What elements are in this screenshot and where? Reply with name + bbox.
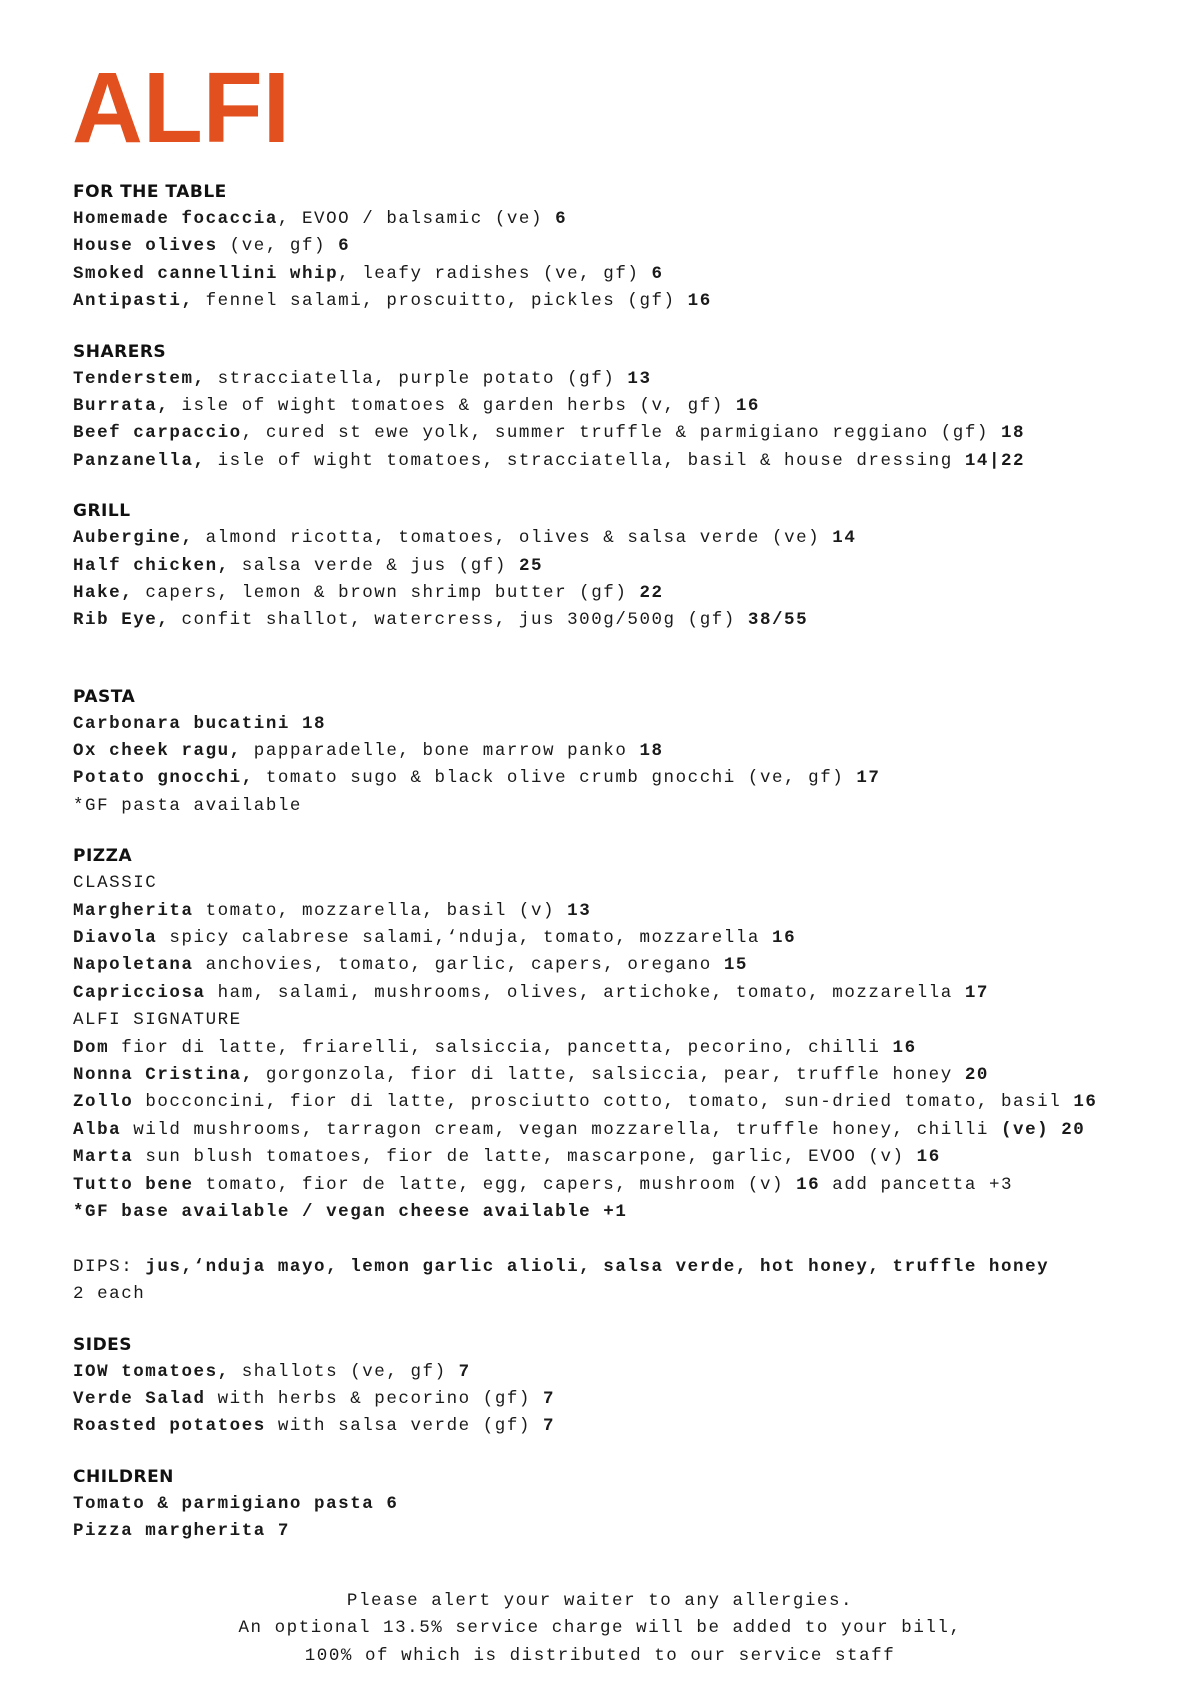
menu-item [73,1359,1173,1386]
item-bold-text: Verde Salad [73,1388,206,1409]
item-text: isle of wight tomatoes, stracciatella, basil & house dressing [205,450,965,471]
item-text: shallots (ve, gf) [229,1361,459,1382]
menu-item [73,1117,1173,1144]
item-bold-text: 16 [687,291,712,312]
item-bold-text: Capricciosa [73,982,206,1003]
footer-line: An optional 13.5% service charge will be added to your bill, [238,1618,962,1639]
menu-item [73,898,1173,925]
menu-section [73,842,1173,1308]
item-text: gorgonzola, fior di latte, salsiccia, pear, truffle honey [253,1064,965,1085]
menu-item [73,1062,1173,1089]
item-bold-text: 15 [723,955,748,976]
item-bold-text: Burrata, [73,395,170,416]
item-bold-text: Panzanella, [73,450,206,471]
item-bold-text: Diavola [73,928,158,949]
menu-item [73,1254,1173,1281]
item-text: almond ricotta, tomatoes, olives & salsa verde (ve) [193,528,833,549]
item-bold-text: 6 [555,209,568,229]
menu-item [73,366,1173,393]
menu-item [73,1007,1173,1034]
item-bold-text: (ve) 20 [1001,1119,1086,1140]
item-bold-text: Pizza margherita 7 [73,1521,290,1542]
item-bold-text: Antipasti, [73,291,194,312]
item-bold-text: House olives [73,236,218,257]
footer-line: Please alert your waiter to any allergies. [346,1591,854,1611]
item-bold-text: 16 [772,928,797,949]
item-bold-text: 7 [543,1388,556,1409]
item-bold-text: Tenderstem, [73,368,206,389]
menu-section [73,683,1173,821]
menu-section [73,497,1173,635]
menu-item [73,420,1173,447]
menu-item [73,952,1173,979]
item-text: stracciatella, purple potato (gf) [205,368,628,389]
section-title: PIZZA [73,846,133,867]
menu-item [73,288,1173,315]
item-text: DIPS: [73,1256,146,1277]
item-bold-text: 6 [651,263,664,284]
item-bold-text: Homemade focaccia [73,209,278,229]
item-text: , leafy radishes (ve, gf) [338,263,652,284]
item-bold-text: 16 [916,1147,941,1168]
item-bold-text: Dom [73,1037,110,1058]
item-bold-text: 16 [735,395,760,416]
menu-item [73,1491,1173,1518]
item-bold-text: Margherita [73,900,194,921]
item-text: (ve, gf) [217,236,339,257]
item-bold-text: Rib Eye, [73,610,170,631]
item-text: anchovies, tomato, garlic, capers, oregano [193,955,724,976]
menu-sections [73,178,1173,1567]
item-text: , EVOO / balsamic (ve) [277,209,556,229]
menu-item [73,738,1173,765]
menu-section [73,338,1173,476]
menu-item [73,1413,1173,1440]
item-text: CLASSIC [73,873,158,894]
menu-item [73,1386,1173,1413]
item-text: *GF pasta available [73,795,302,816]
item-bold-text: Ox cheek ragu, [73,741,242,762]
menu-item [73,870,1173,897]
item-text: with herbs & pecorino (gf) [205,1388,544,1409]
menu-item [73,393,1173,420]
item-bold-text: 18 [639,741,664,762]
footer-line: 100% of which is distributed to our service staff [304,1645,896,1666]
item-text: capers, lemon & brown shrimp butter (gf) [133,582,640,603]
alfi-logo [72,58,292,168]
item-text: salsa verde & jus (gf) [229,555,519,576]
item-text: papparadelle, bone marrow panko [241,741,640,762]
item-bold-text: 6 [338,236,351,257]
item-bold-text: *GF base available / vegan cheese available +1 [73,1201,628,1222]
menu-item [73,711,1173,738]
item-bold-text: Roasted potatoes [73,1416,266,1437]
item-bold-text: Carbonara bucatini 18 [73,713,327,734]
item-bold-text: 14 [832,528,857,549]
menu-item [73,1281,1173,1308]
item-text: bocconcini, fior di latte, prosciutto cotto, tomato, sun-dried tomato, basil [133,1092,1074,1113]
item-text: with salsa verde (gf) [265,1416,544,1437]
item-bold-text: Nonna Cristina, [73,1064,254,1085]
item-bold-text: Alba [73,1119,122,1140]
item-bold-text: jus,‘nduja mayo, lemon garlic alioli, salsa verde, hot honey, truffle honey [145,1256,1050,1277]
menu-item [73,925,1173,952]
item-text: , cured st ewe yolk, summer truffle & parmigiano reggiano (gf) [241,423,1001,444]
item-bold-text: 7 [458,1361,471,1382]
item-text: tomato, mozzarella, basil (v) [193,900,568,921]
item-bold-text: Marta [73,1147,134,1168]
item-bold-text: 25 [518,555,544,576]
item-bold-text: Tomato & parmigiano pasta 6 [73,1493,399,1514]
menu-item [73,525,1173,552]
menu-item [73,206,1173,233]
footer-notice [0,1588,1200,1670]
item-bold-text: Potato gnocchi, [73,768,254,789]
item-text: fennel salami, proscuitto, pickles (gf) [193,291,688,312]
item-text: isle of wight tomatoes & garden herbs (v, gf) [169,395,736,416]
item-bold-text: Beef carpaccio [73,423,242,444]
item-bold-text: 38/55 [747,610,809,631]
item-bold-text: Hake, [73,582,134,603]
menu-section [73,178,1173,316]
menu-item [73,1199,1173,1226]
menu-item [73,1144,1173,1171]
menu-item [73,1172,1173,1199]
menu-item [73,980,1173,1007]
section-title: GRILL [73,501,131,522]
logo-text: ALFI [72,58,290,164]
menu-item [73,1518,1173,1545]
item-bold-text: 14|22 [964,450,1026,471]
item-bold-text: 20 [964,1064,989,1085]
menu-section [73,1463,1173,1546]
item-bold-text: Aubergine, [73,528,194,549]
menu-item [73,1035,1173,1062]
item-text: tomato, fior de latte, egg, capers, mushroom (v) [193,1174,797,1195]
item-text: confit shallot, watercress, jus 300g/500g (gf) [169,610,748,631]
menu-item [73,1226,1173,1253]
item-bold-text: 13 [627,368,652,389]
menu-item [73,448,1173,475]
item-text: 2 each [73,1284,146,1305]
item-bold-text: 17 [964,982,989,1003]
item-bold-text: IOW tomatoes, [73,1361,230,1382]
item-bold-text: Tutto bene [73,1174,194,1195]
item-text: fior di latte, friarelli, salsiccia, pancetta, pecorino, chilli [109,1037,893,1058]
item-bold-text: 22 [639,582,664,603]
section-title: PASTA [73,686,136,707]
menu-item [73,793,1173,820]
item-text: tomato sugo & black olive crumb gnocchi (ve, gf) [253,768,857,789]
menu-item [73,553,1173,580]
item-bold-text: Smoked cannellini whip [73,263,339,284]
item-bold-text: Napoletana [73,955,194,976]
item-text: add pancetta +3 [820,1174,1014,1195]
item-bold-text: 17 [856,768,881,789]
item-bold-text: 7 [543,1416,556,1437]
menu-section [73,1331,1173,1441]
section-title: CHILDREN [73,1466,174,1487]
item-bold-text: 16 [1073,1092,1098,1113]
item-text: ALFI SIGNATURE [73,1010,242,1031]
menu-item [73,607,1173,634]
item-text: ham, salami, mushrooms, olives, artichoke, tomato, mozzarella [205,982,965,1003]
item-bold-text: 16 [892,1037,917,1058]
item-bold-text: 18 [1001,423,1026,444]
item-text: sun blush tomatoes, fior de latte, mascarpone, garlic, EVOO (v) [133,1147,917,1168]
item-bold-text: Half chicken, [73,555,230,576]
menu-item [73,261,1173,288]
item-bold-text: 13 [567,900,592,921]
menu-item [73,580,1173,607]
item-bold-text: 16 [796,1174,821,1195]
item-text: spicy calabrese salami,‘nduja, tomato, mozzarella [157,928,773,949]
section-title: FOR THE TABLE [73,182,227,202]
menu-item [73,233,1173,260]
item-bold-text: Zollo [73,1092,134,1113]
section-title: SHARERS [73,341,167,362]
menu-item [73,1089,1173,1116]
section-title: SIDES [73,1334,133,1355]
menu-item [73,765,1173,792]
item-text: wild mushrooms, tarragon cream, vegan mozzarella, truffle honey, chilli [121,1119,1001,1140]
